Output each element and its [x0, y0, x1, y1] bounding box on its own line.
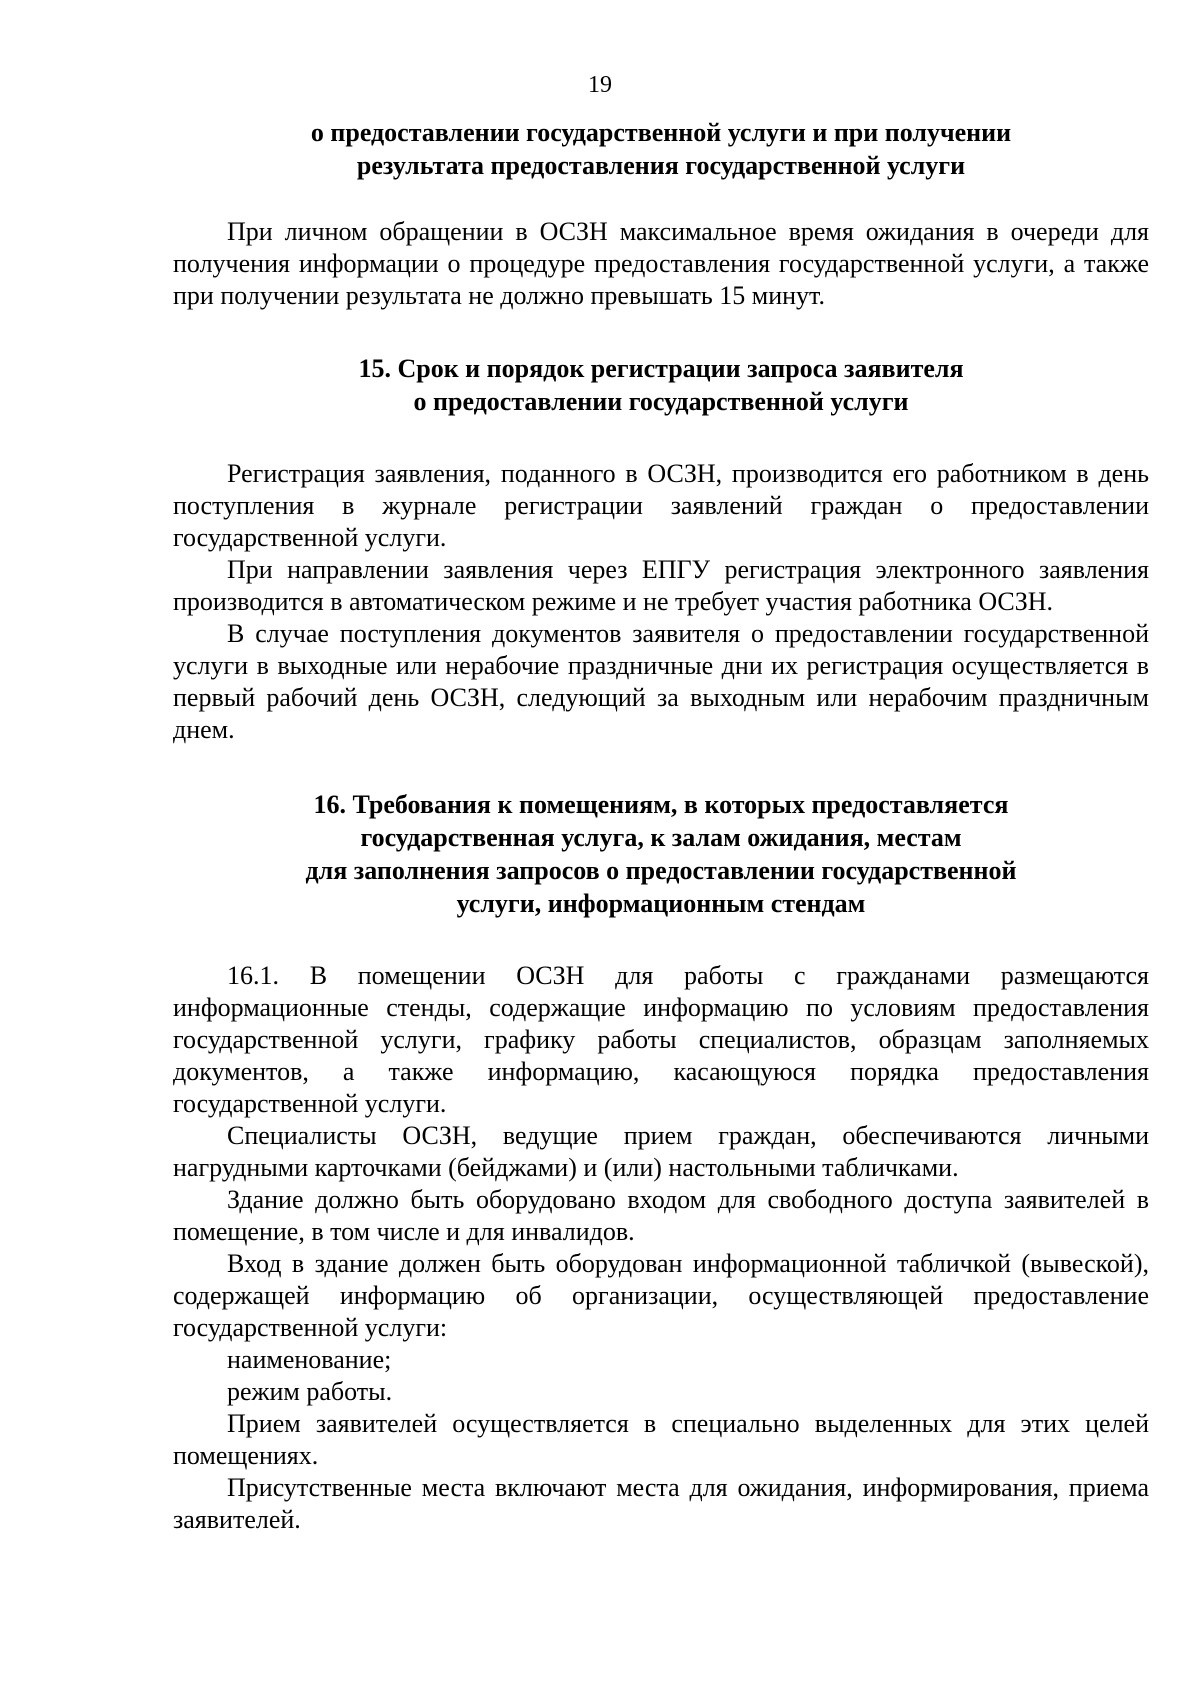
paragraph-information-stands: 16.1. В помещении ОСЗН для работы с гражданами размещаются информационные стенды, содержащие информацию по условиям предоставления государственной услуги, графику работы специалистов, образцам заполняемых документов, а также информацию, касающуюся порядка предоставления государственной услуги.: [173, 961, 1149, 1118]
heading-line: услуги, информационным стендам: [456, 889, 866, 918]
spacer: [173, 746, 1149, 788]
section-16-heading: [173, 788, 1149, 920]
heading-line: 16. Требования к помещениям, в которых предоставляется: [313, 790, 1009, 819]
paragraph-epgu-registration: При направлении заявления через ЕПГУ регистрация электронного заявления производится в автоматическом режиме и не требует участия работника ОСЗН.: [173, 555, 1149, 616]
heading-line: о предоставлении государственной услуги и при получении: [310, 118, 1012, 147]
paragraph-registration: Регистрация заявления, поданного в ОСЗН, производится его работником в день поступления в журнале регистрации заявлений граждан о предоставлении государственной услуги.: [173, 459, 1149, 552]
section-15-heading: [173, 352, 1149, 418]
spacer: [173, 182, 1149, 216]
paragraph-reception-rooms: Прием заявителей осуществляется в специально выделенных для этих целей помещениях.: [173, 1409, 1149, 1470]
heading-line: для заполнения запросов о предоставлении государственной: [305, 856, 1017, 885]
paragraph-waiting-time: При личном обращении в ОСЗН максимальное время ожидания в очереди для получения информации о процедуре предоставления государственной услуги, а также при получении результата не должно превышать 15 минут.: [173, 217, 1149, 310]
heading-line: 15. Срок и порядок регистрации запроса заявителя: [358, 354, 964, 383]
list-item-name: наименование;: [227, 1345, 392, 1374]
spacer: [173, 418, 1149, 458]
paragraph-entrance-sign: Вход в здание должен быть оборудован информационной табличкой (вывеской), содержащей информацию об организации, осуществляющей предоставление государственной услуги:: [173, 1249, 1149, 1342]
heading-line: государственная услуга, к залам ожидания, местам: [360, 823, 962, 852]
intro-heading: [173, 116, 1149, 182]
spacer: [173, 920, 1149, 960]
page-number: 19: [588, 72, 612, 98]
paragraph-building-access: Здание должно быть оборудовано входом для свободного доступа заявителей в помещение, в том числе и для инвалидов.: [173, 1185, 1149, 1246]
paragraph-badges: Специалисты ОСЗН, ведущие прием граждан, обеспечиваются личными нагрудными карточками (бейджами) и (или) настольными табличками.: [173, 1121, 1149, 1182]
heading-line: результата предоставления государственной услуги: [356, 151, 966, 180]
list-item-working-hours: режим работы.: [227, 1377, 393, 1406]
heading-line: о предоставлении государственной услуги: [413, 387, 909, 416]
paragraph-attendance-places: Присутственные места включают места для ожидания, информирования, приема заявителей.: [173, 1473, 1149, 1534]
spacer: [173, 312, 1149, 352]
paragraph-holiday-registration: В случае поступления документов заявителя о предоставлении государственной услуги в выходные или нерабочие праздничные дни их регистрация осуществляется в первый рабочий день ОСЗН, следующий за выходным или нерабочим праздничным днем.: [173, 619, 1149, 744]
page-content: [173, 116, 1149, 1536]
